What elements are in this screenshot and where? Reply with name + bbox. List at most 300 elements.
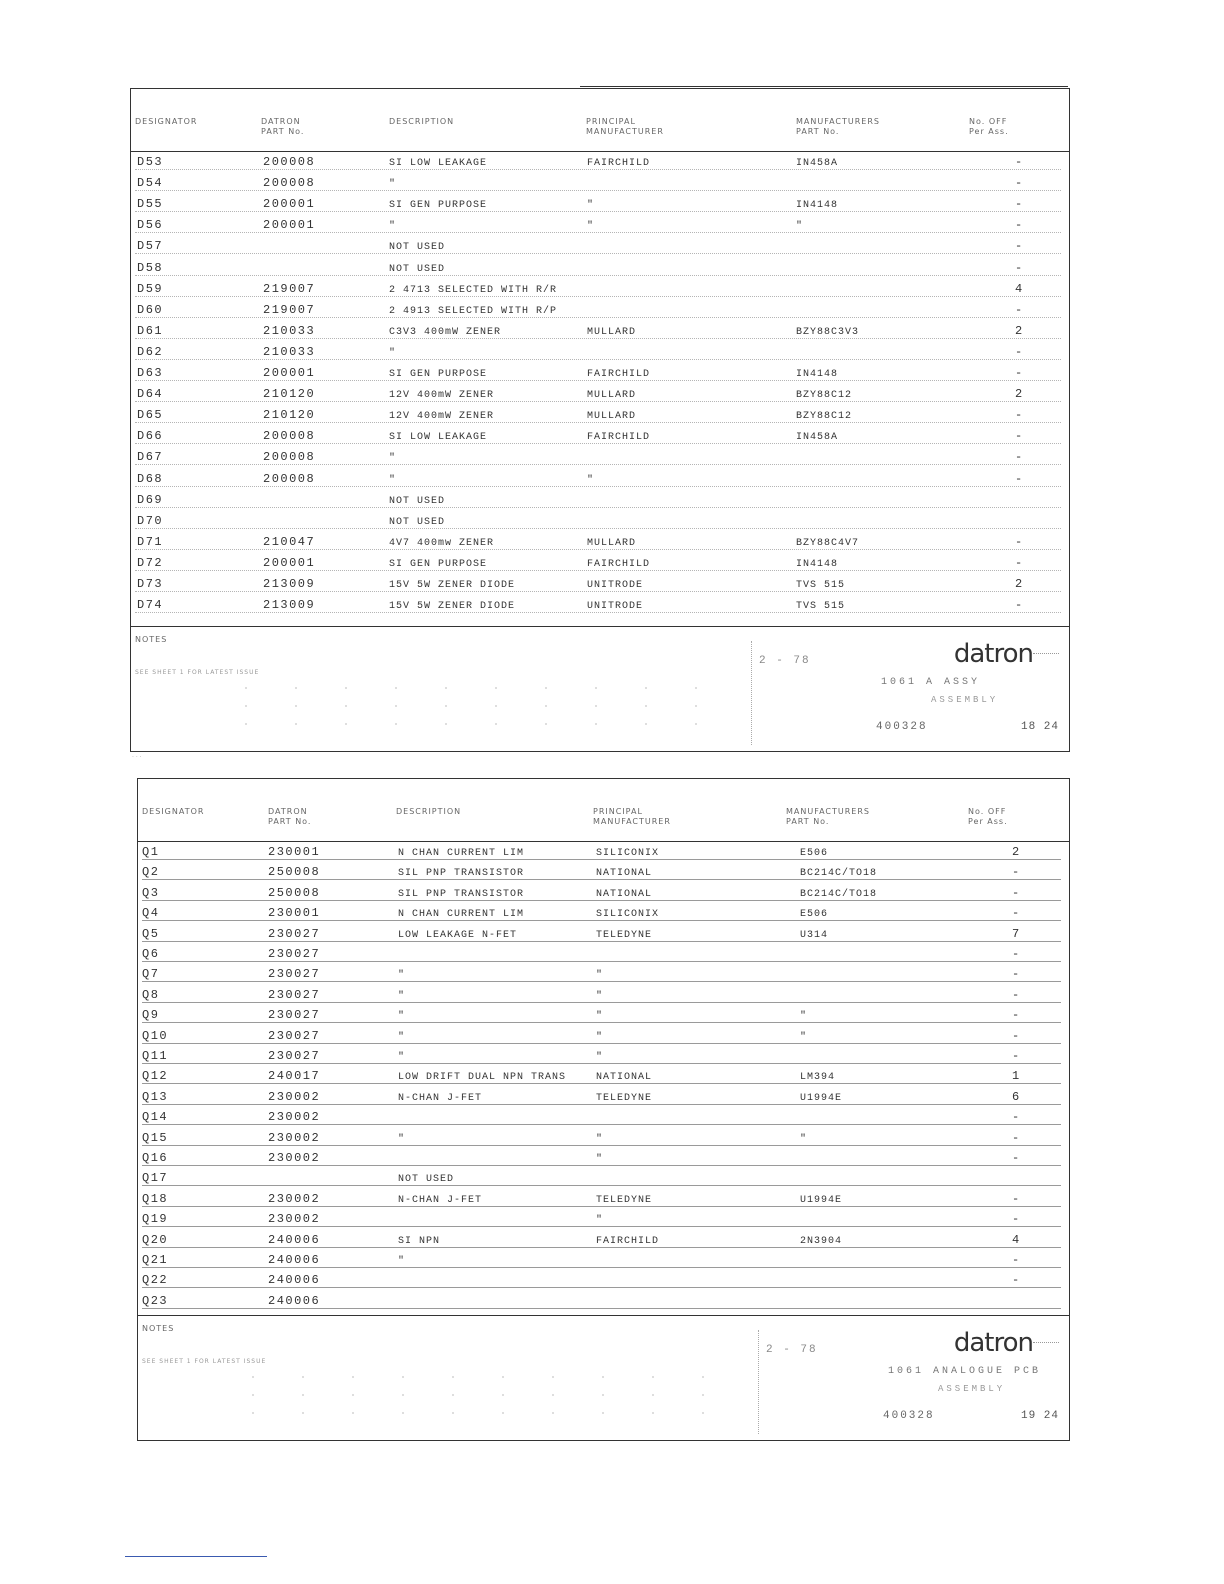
designator-cell: D60 xyxy=(137,302,164,317)
row-rule xyxy=(142,1185,1061,1186)
sheet-number: 18 24 xyxy=(1020,721,1059,733)
page-footer-link-line xyxy=(125,1556,267,1557)
description-cell: NOT USED xyxy=(389,495,446,507)
description-cell: 15V 5W ZENER DIODE xyxy=(389,601,516,613)
manufacturer-part-cell: " xyxy=(800,1133,808,1145)
table-row xyxy=(131,404,1069,425)
row-rule xyxy=(135,338,1061,339)
quantity-cell: 2 xyxy=(1015,323,1024,338)
table-row xyxy=(131,510,1069,531)
description-cell: N-CHAN J-FET xyxy=(398,1194,483,1206)
designator-cell: Q18 xyxy=(142,1191,169,1206)
table-row xyxy=(138,1045,1069,1066)
corner-mark: · · · xyxy=(132,754,142,761)
quantity-cell: - xyxy=(1012,1151,1021,1165)
part-number-cell: 210033 xyxy=(263,323,316,338)
table-row xyxy=(138,1025,1069,1046)
table-row xyxy=(131,299,1069,320)
logo-underline xyxy=(1033,653,1059,654)
table-row xyxy=(131,446,1069,467)
designator-cell: D73 xyxy=(137,577,164,591)
logo-underline xyxy=(1033,1342,1059,1343)
designator-cell: D55 xyxy=(137,197,164,212)
header-description: DESCRIPTION xyxy=(396,807,462,816)
designator-cell: D58 xyxy=(137,260,164,275)
table-row xyxy=(131,214,1069,235)
notes-label: NOTES xyxy=(135,635,168,644)
manufacturer-part-cell: IN4148 xyxy=(796,200,839,212)
description-cell: LOW DRIFT DUAL NPN TRANS xyxy=(398,1072,567,1084)
designator-cell: D66 xyxy=(137,429,164,444)
manufacturer-cell: " xyxy=(596,1133,604,1145)
part-number-cell: 213009 xyxy=(263,577,316,591)
table-row xyxy=(131,594,1069,615)
part-number-cell: 230027 xyxy=(268,967,321,982)
row-rule xyxy=(142,1043,1061,1044)
row-rule xyxy=(135,507,1061,508)
parts-list-sheet-diodes xyxy=(130,88,1070,752)
description-cell: N CHAN CURRENT LIM xyxy=(398,909,525,921)
row-rule xyxy=(142,1022,1061,1023)
part-number-cell: 250008 xyxy=(268,865,321,880)
table-row xyxy=(138,963,1069,984)
header-manufacturer: PRINCIPAL MANUFACTURER xyxy=(593,807,671,826)
manufacturer-part-cell: IN458A xyxy=(796,158,839,169)
row-rule xyxy=(135,190,1061,191)
part-number-cell: 240017 xyxy=(268,1069,321,1084)
manufacturer-part-cell: " xyxy=(800,1031,808,1043)
table-row xyxy=(131,531,1069,552)
designator-cell: Q5 xyxy=(142,926,160,941)
parts-list-sheet-transistors xyxy=(137,778,1070,1441)
part-number-cell: 200001 xyxy=(263,218,316,233)
notes-label: NOTES xyxy=(142,1324,175,1333)
row-rule xyxy=(135,570,1061,571)
description-cell: " xyxy=(389,474,397,486)
manufacturer-part-cell: BZY88C12 xyxy=(796,390,853,402)
designator-cell: Q10 xyxy=(142,1028,169,1043)
description-cell: SI LOW LEAKAGE xyxy=(389,432,488,444)
manufacturer-part-cell: BZY88C3V3 xyxy=(796,326,860,338)
quantity-cell: - xyxy=(1012,1253,1021,1267)
signature-grid xyxy=(221,679,709,739)
manufacturer-part-cell: E506 xyxy=(800,909,829,921)
quantity-cell: - xyxy=(1015,534,1024,549)
designator-cell: D70 xyxy=(137,513,164,528)
table-row xyxy=(138,1065,1069,1086)
row-rule xyxy=(135,359,1061,360)
designator-cell: Q12 xyxy=(142,1069,169,1084)
title-block xyxy=(138,1315,1069,1440)
description-cell: SI GEN PURPOSE xyxy=(389,369,488,380)
quantity-cell: - xyxy=(1012,987,1021,1002)
designator-cell: D69 xyxy=(137,492,164,507)
part-number-cell: 240006 xyxy=(268,1232,321,1247)
designator-cell: Q19 xyxy=(142,1212,169,1227)
quantity-cell: - xyxy=(1012,1212,1021,1227)
notes-text: SEE SHEET 1 FOR LATEST ISSUE xyxy=(135,669,260,676)
part-number-cell: 230002 xyxy=(268,1089,321,1104)
part-number-cell: 250008 xyxy=(268,885,321,900)
row-rule xyxy=(135,169,1061,170)
title-block-divider xyxy=(751,641,752,745)
manufacturer-cell: SILICONIX xyxy=(596,909,660,921)
table-row xyxy=(131,425,1069,446)
table-row xyxy=(138,1086,1069,1107)
row-rule xyxy=(142,1226,1061,1227)
quantity-cell: - xyxy=(1015,176,1024,191)
row-rule xyxy=(135,443,1061,444)
header-part-no: DATRON PART No. xyxy=(261,117,305,136)
row-rule xyxy=(142,1287,1061,1288)
row-rule xyxy=(135,486,1061,487)
description-cell: SIL PNP TRANSISTOR xyxy=(398,868,525,880)
row-rule xyxy=(142,1124,1061,1125)
description-cell: NOT USED xyxy=(389,242,446,254)
manufacturer-cell: UNITRODE xyxy=(587,601,644,613)
row-rule xyxy=(135,422,1061,423)
manufacturer-part-cell: 2N3904 xyxy=(800,1235,843,1247)
quantity-cell: - xyxy=(1015,366,1024,380)
quantity-cell: - xyxy=(1015,598,1024,613)
table-row xyxy=(138,943,1069,964)
part-number-cell: 210033 xyxy=(263,344,316,359)
quantity-cell: - xyxy=(1015,302,1024,317)
table-row xyxy=(138,1188,1069,1209)
manufacturer-part-cell: U314 xyxy=(800,929,829,941)
row-rule xyxy=(135,380,1061,381)
designator-cell: Q21 xyxy=(142,1253,169,1267)
designator-cell: Q3 xyxy=(142,885,160,900)
description-cell: NOT USED xyxy=(389,516,446,528)
part-number-cell: 200008 xyxy=(263,176,316,191)
designator-cell: Q7 xyxy=(142,967,160,982)
description-cell: " xyxy=(398,1031,406,1043)
drawing-number: 400328 xyxy=(876,721,928,733)
quantity-cell: - xyxy=(1012,1049,1021,1063)
part-number-cell: 230002 xyxy=(268,1191,321,1206)
table-row xyxy=(131,573,1069,594)
description-cell: NOT USED xyxy=(389,263,446,275)
description-cell: N CHAN CURRENT LIM xyxy=(398,848,525,859)
manufacturer-cell: SILICONIX xyxy=(596,848,660,859)
description-cell: 12V 400mW ZENER xyxy=(389,411,495,423)
manufacturer-cell: TELEDYNE xyxy=(596,1194,653,1206)
description-cell: " xyxy=(398,1052,406,1063)
quantity-cell: 2 xyxy=(1015,577,1024,591)
manufacturer-cell: MULLARD xyxy=(587,326,637,338)
manufacturer-cell: FAIRCHILD xyxy=(587,558,651,570)
table-row xyxy=(138,984,1069,1005)
part-number-cell: 200008 xyxy=(263,450,316,465)
row-rule xyxy=(135,549,1061,550)
quantity-cell: - xyxy=(1015,155,1024,169)
designator-cell: Q16 xyxy=(142,1151,169,1165)
designator-cell: Q4 xyxy=(142,906,160,921)
manufacturer-part-cell: " xyxy=(800,1011,808,1023)
description-cell: " xyxy=(389,453,397,465)
quantity-cell: 7 xyxy=(1012,926,1021,941)
description-cell: " xyxy=(398,990,406,1002)
designator-cell: Q8 xyxy=(142,987,160,1002)
part-number-cell: 213009 xyxy=(263,598,316,613)
description-cell: 15V 5W ZENER DIODE xyxy=(389,580,516,591)
table-row xyxy=(138,861,1069,882)
description-cell: LOW LEAKAGE N-FET xyxy=(398,929,518,941)
table-row xyxy=(138,1004,1069,1025)
part-number-cell: 200001 xyxy=(263,366,316,380)
table-row xyxy=(138,1106,1069,1127)
quantity-cell: - xyxy=(1015,555,1024,570)
header-manufacturer: PRINCIPAL MANUFACTURER xyxy=(586,117,664,136)
notes-text: SEE SHEET 1 FOR LATEST ISSUE xyxy=(142,1358,267,1365)
row-rule xyxy=(142,1165,1061,1166)
row-rule xyxy=(135,612,1061,613)
manufacturer-part-cell: BC214C/TO18 xyxy=(800,888,878,900)
quantity-cell: - xyxy=(1015,344,1024,359)
row-rule xyxy=(142,920,1061,921)
description-cell: " xyxy=(398,1256,406,1267)
row-rule xyxy=(135,528,1061,529)
part-number-cell: 219007 xyxy=(263,281,316,296)
sheet-number: 19 24 xyxy=(1020,1410,1059,1422)
description-cell: SIL PNP TRANSISTOR xyxy=(398,888,525,900)
part-number-cell: 230002 xyxy=(268,1151,321,1165)
description-cell: N-CHAN J-FET xyxy=(398,1092,483,1104)
row-rule xyxy=(135,401,1061,402)
row-rule xyxy=(142,1083,1061,1084)
quantity-cell: - xyxy=(1012,1110,1021,1125)
manufacturer-cell: " xyxy=(587,474,595,486)
manufacturer-part-cell: LM394 xyxy=(800,1072,836,1084)
header-quantity: No. OFF Per Ass. xyxy=(969,117,1009,136)
manufacturer-cell: FAIRCHILD xyxy=(587,432,651,444)
row-rule xyxy=(135,317,1061,318)
table-row xyxy=(131,468,1069,489)
quantity-cell: - xyxy=(1012,947,1021,961)
designator-cell: D72 xyxy=(137,555,164,570)
manufacturer-part-cell: " xyxy=(796,221,804,233)
row-rule xyxy=(142,1308,1061,1309)
manufacturer-part-cell: TVS 515 xyxy=(796,601,846,613)
manufacturer-part-cell: U1994E xyxy=(800,1194,843,1206)
quantity-cell: 1 xyxy=(1012,1069,1021,1084)
part-number-cell: 230027 xyxy=(268,1008,321,1023)
row-rule xyxy=(135,232,1061,233)
row-rule xyxy=(142,1247,1061,1248)
quantity-cell: - xyxy=(1015,408,1024,423)
designator-cell: D59 xyxy=(137,281,164,296)
header-manufacturer-part: MANUFACTURERS PART No. xyxy=(796,117,880,136)
table-row xyxy=(138,1147,1069,1168)
designator-cell: Q15 xyxy=(142,1130,169,1145)
row-rule xyxy=(135,211,1061,212)
drawing-title: 1061 A ASSY xyxy=(881,677,981,688)
quantity-cell: - xyxy=(1012,1008,1021,1023)
description-cell: " xyxy=(389,347,397,359)
quantity-cell: - xyxy=(1012,1273,1021,1288)
quantity-cell: 4 xyxy=(1012,1232,1021,1247)
quantity-cell: - xyxy=(1015,471,1024,486)
table-row xyxy=(138,923,1069,944)
drawing-subtitle: ASSEMBLY xyxy=(931,695,999,705)
drawing-title: 1061 ANALOGUE PCB xyxy=(888,1366,1042,1377)
manufacturer-part-cell: IN4148 xyxy=(796,558,839,570)
quantity-cell: - xyxy=(1012,1191,1021,1206)
description-cell: " xyxy=(398,1133,406,1145)
description-cell: 4V7 400mw ZENER xyxy=(389,537,495,549)
row-rule xyxy=(135,296,1061,297)
table-row xyxy=(138,1229,1069,1250)
table-row xyxy=(131,362,1069,383)
manufacturer-cell: FAIRCHILD xyxy=(587,158,651,169)
description-cell: 12V 400mW ZENER xyxy=(389,390,495,402)
part-number-cell: 230001 xyxy=(268,906,321,921)
header-manufacturer-part: MANUFACTURERS PART No. xyxy=(786,807,870,826)
quantity-cell: - xyxy=(1015,260,1024,275)
designator-cell: D61 xyxy=(137,323,164,338)
part-number-cell: 200008 xyxy=(263,429,316,444)
designator-cell: Q22 xyxy=(142,1273,169,1288)
manufacturer-cell: MULLARD xyxy=(587,537,637,549)
signature-grid xyxy=(228,1368,709,1428)
part-number-cell: 230027 xyxy=(268,947,321,961)
manufacturer-part-cell: TVS 515 xyxy=(796,580,846,591)
manufacturer-cell: " xyxy=(587,221,595,233)
top-edge-line xyxy=(580,86,1068,87)
part-number-cell: 200001 xyxy=(263,555,316,570)
manufacturer-cell: " xyxy=(596,1154,604,1165)
table-row xyxy=(131,489,1069,510)
row-rule xyxy=(142,981,1061,982)
designator-cell: D64 xyxy=(137,387,164,402)
datron-logo: datron xyxy=(953,1328,1033,1358)
title-block xyxy=(131,626,1069,751)
manufacturer-cell: TELEDYNE xyxy=(596,1092,653,1104)
quantity-cell: - xyxy=(1015,197,1024,212)
description-cell: SI NPN xyxy=(398,1235,441,1247)
header-description: DESCRIPTION xyxy=(389,117,455,126)
designator-cell: D54 xyxy=(137,176,164,191)
table-row xyxy=(131,172,1069,193)
manufacturer-cell: MULLARD xyxy=(587,390,637,402)
manufacturer-cell: " xyxy=(596,970,604,982)
part-number-cell: 230027 xyxy=(268,926,321,941)
row-rule xyxy=(142,1267,1061,1268)
designator-cell: Q2 xyxy=(142,865,160,880)
table-row xyxy=(131,320,1069,341)
row-rule xyxy=(142,1145,1061,1146)
table-row xyxy=(138,1127,1069,1148)
manufacturer-cell: UNITRODE xyxy=(587,580,644,591)
table-row xyxy=(131,278,1069,299)
row-rule xyxy=(142,941,1061,942)
quantity-cell: - xyxy=(1015,429,1024,444)
part-number-cell: 240006 xyxy=(268,1273,321,1288)
manufacturer-part-cell: U1994E xyxy=(800,1092,843,1104)
designator-cell: Q13 xyxy=(142,1089,169,1104)
quantity-cell: - xyxy=(1012,1028,1021,1043)
part-number-cell: 230027 xyxy=(268,1049,321,1063)
description-cell: SI GEN PURPOSE xyxy=(389,558,488,570)
table-row xyxy=(138,882,1069,903)
quantity-cell: 4 xyxy=(1015,281,1024,296)
table-row xyxy=(131,235,1069,256)
row-rule xyxy=(142,1063,1061,1064)
table-row xyxy=(138,1249,1069,1270)
row-rule xyxy=(142,1002,1061,1003)
description-cell: NOT USED xyxy=(398,1174,455,1186)
quantity-cell: 6 xyxy=(1012,1089,1021,1104)
table-row xyxy=(131,151,1069,172)
designator-cell: Q1 xyxy=(142,845,160,859)
manufacturer-cell: TELEDYNE xyxy=(596,929,653,941)
description-cell: " xyxy=(389,221,397,233)
manufacturer-cell: NATIONAL xyxy=(596,1072,653,1084)
part-number-cell: 219007 xyxy=(263,302,316,317)
manufacturer-cell: FAIRCHILD xyxy=(596,1235,660,1247)
part-number-cell: 230002 xyxy=(268,1110,321,1125)
table-row xyxy=(131,257,1069,278)
description-cell: 2 4913 SELECTED WITH R/P xyxy=(389,305,558,317)
designator-cell: D63 xyxy=(137,366,164,380)
part-number-cell: 230002 xyxy=(268,1130,321,1145)
drawing-number: 400328 xyxy=(883,1410,935,1422)
manufacturer-cell: FAIRCHILD xyxy=(587,369,651,380)
description-cell: C3V3 400mW ZENER xyxy=(389,326,502,338)
manufacturer-cell: MULLARD xyxy=(587,411,637,423)
table-row xyxy=(138,902,1069,923)
designator-cell: Q14 xyxy=(142,1110,169,1125)
header-designator: DESIGNATOR xyxy=(142,807,205,816)
row-rule xyxy=(142,900,1061,901)
designator-cell: Q9 xyxy=(142,1008,160,1023)
datron-logo: datron xyxy=(953,639,1033,669)
manufacturer-part-cell: BZY88C12 xyxy=(796,411,853,423)
part-number-cell: 230002 xyxy=(268,1212,321,1227)
row-rule xyxy=(142,961,1061,962)
row-rule xyxy=(142,859,1061,860)
part-number-cell: 230027 xyxy=(268,987,321,1002)
row-rule xyxy=(135,275,1061,276)
manufacturer-cell: " xyxy=(596,1031,604,1043)
manufacturer-cell: NATIONAL xyxy=(596,868,653,880)
quantity-cell: - xyxy=(1012,967,1021,982)
header-designator: DESIGNATOR xyxy=(135,117,198,126)
description-cell: " xyxy=(398,1011,406,1023)
table-row xyxy=(138,841,1069,862)
table-row xyxy=(131,383,1069,404)
designator-cell: D68 xyxy=(137,471,164,486)
designator-cell: Q6 xyxy=(142,947,160,961)
manufacturer-cell: " xyxy=(587,200,595,212)
description-cell: SI GEN PURPOSE xyxy=(389,200,488,212)
quantity-cell: - xyxy=(1012,1130,1021,1145)
table-row xyxy=(131,341,1069,362)
designator-cell: Q11 xyxy=(142,1049,169,1063)
header-quantity: No. OFF Per Ass. xyxy=(968,807,1008,826)
row-rule xyxy=(135,464,1061,465)
manufacturer-part-cell: IN4148 xyxy=(796,369,839,380)
designator-cell: D65 xyxy=(137,408,164,423)
description-cell: SI LOW LEAKAGE xyxy=(389,158,488,169)
description-cell: 2 4713 SELECTED WITH R/R xyxy=(389,284,558,296)
part-number-cell: 230001 xyxy=(268,845,321,859)
row-rule xyxy=(142,879,1061,880)
manufacturer-part-cell: BZY88C4V7 xyxy=(796,537,860,549)
row-rule xyxy=(135,591,1061,592)
title-block-divider xyxy=(758,1330,759,1434)
